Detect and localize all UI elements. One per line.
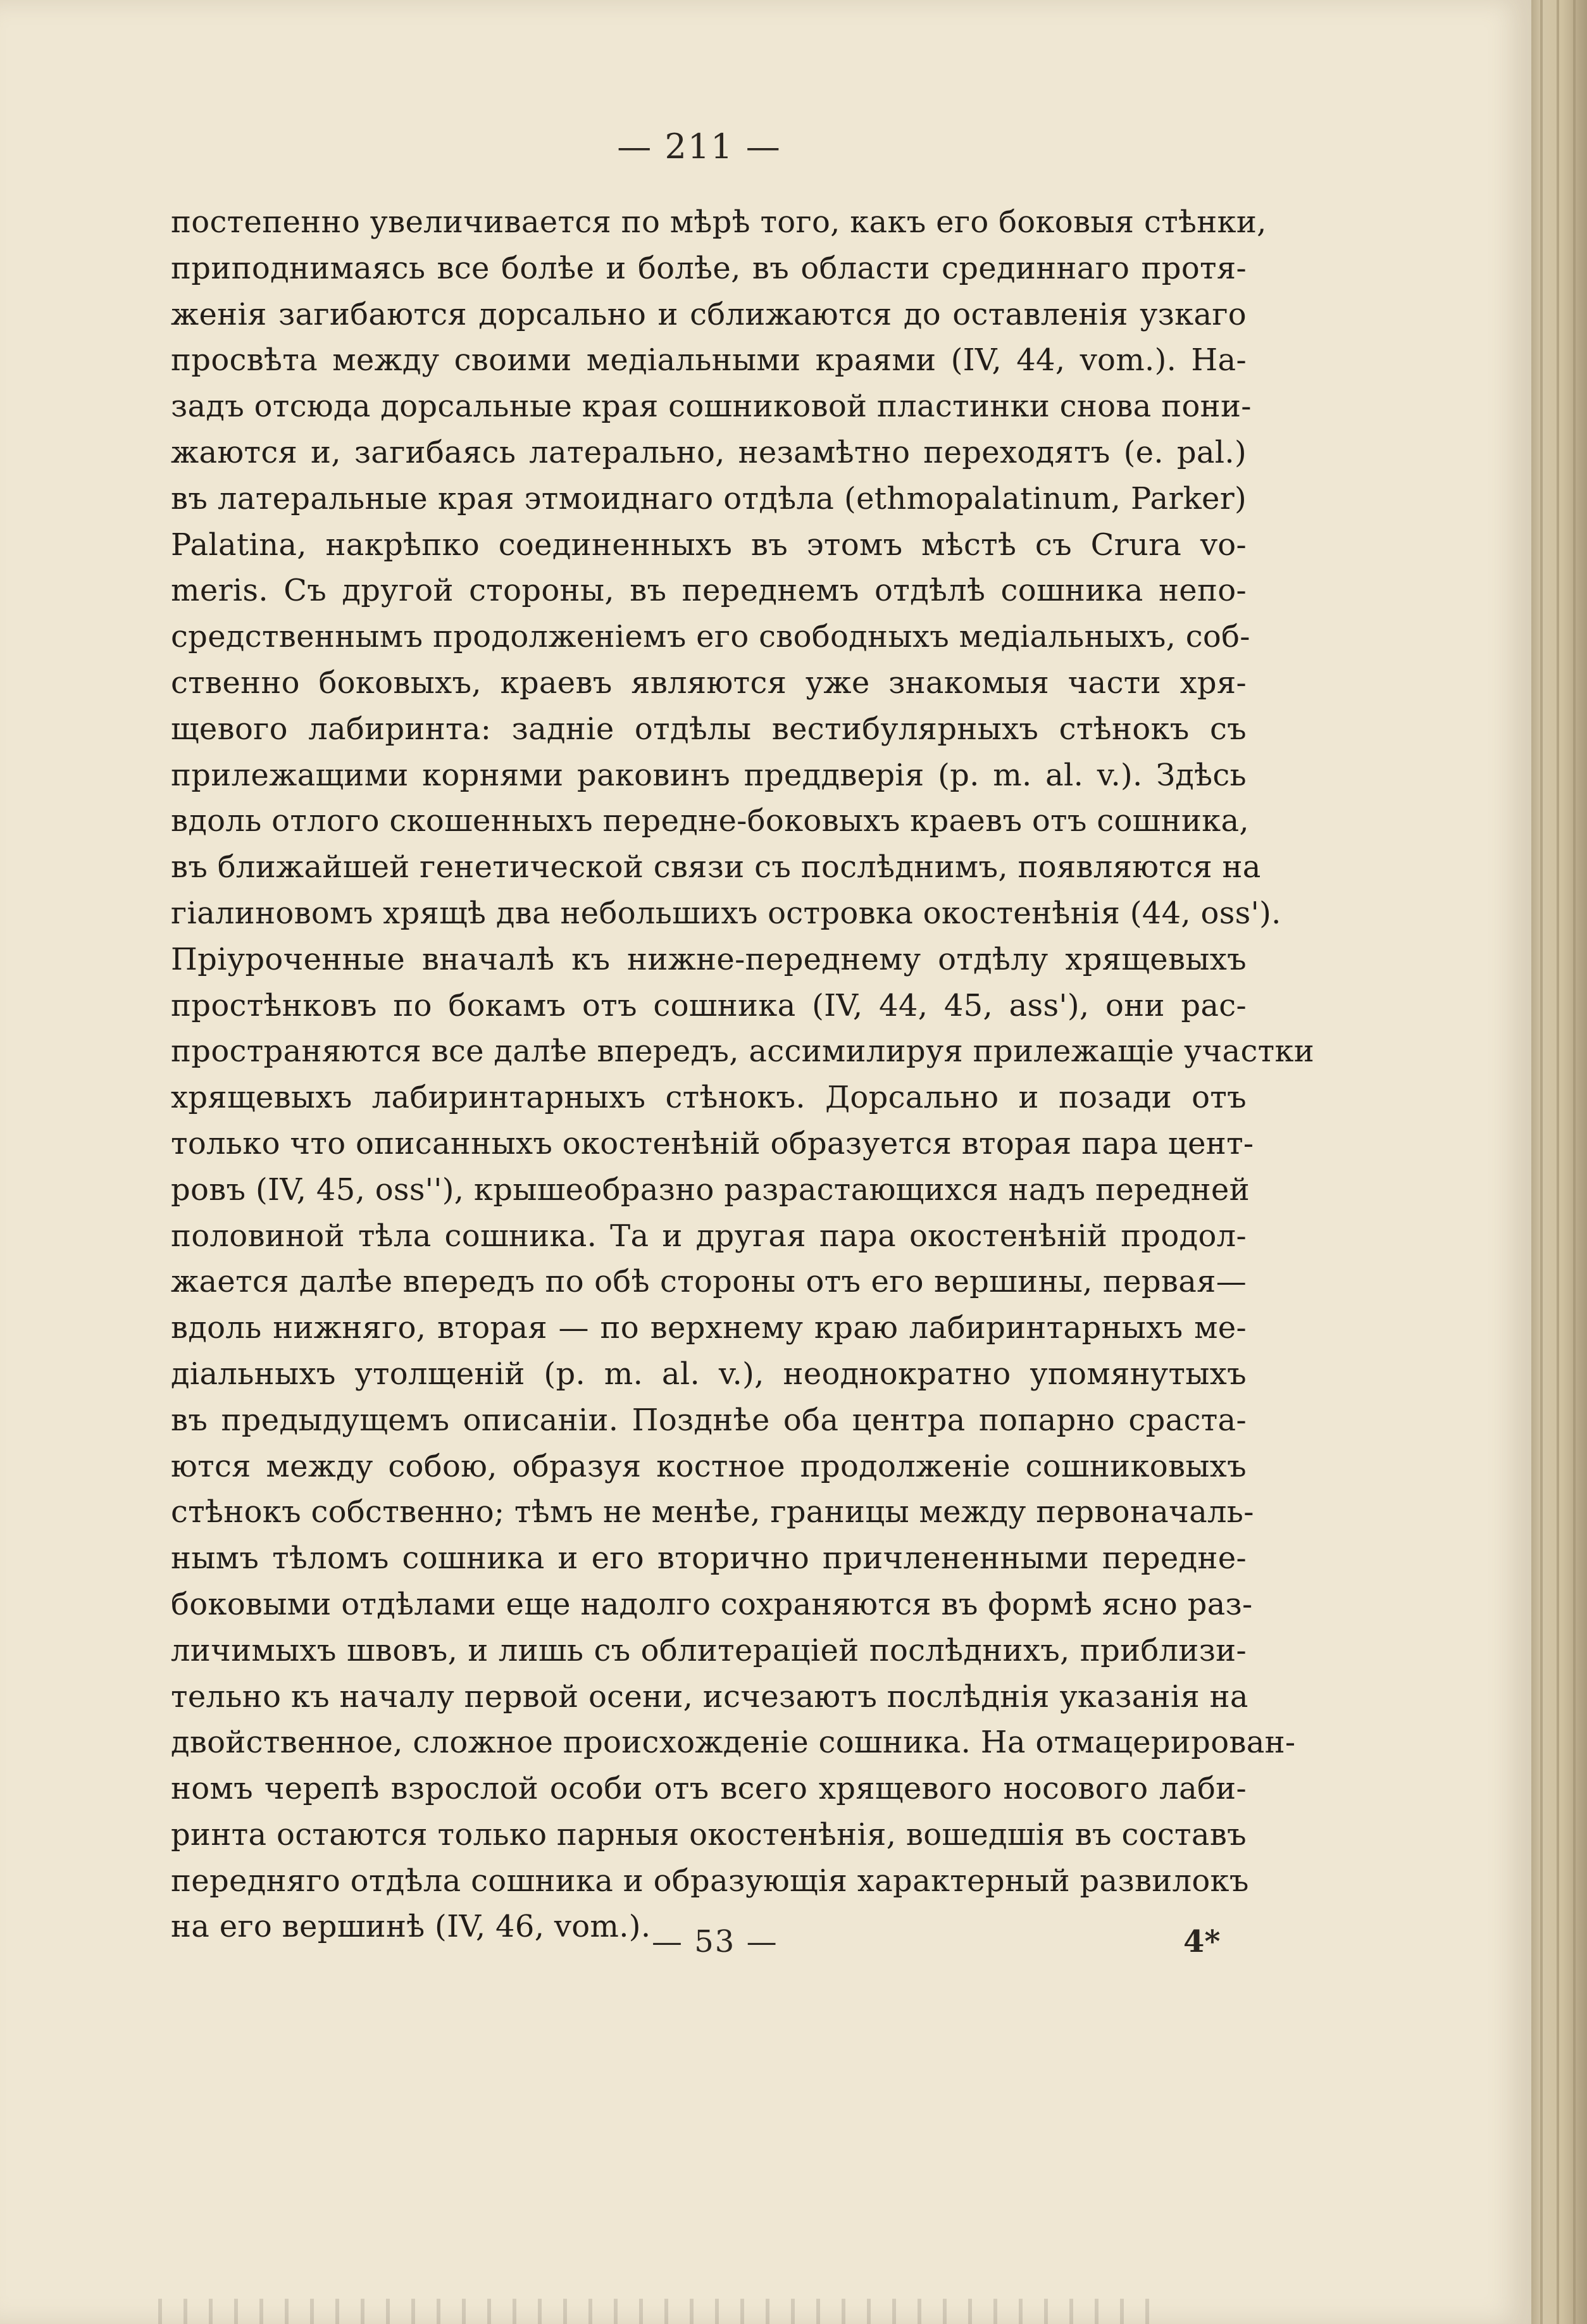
page-number: — 211 —: [617, 127, 781, 166]
text-line: номъ черепѣ взрослой особи отъ всего хрящевого носового лаби-: [171, 1771, 1247, 1807]
text-line: женія загибаются дорсально и сближаются до оставленія узкаго: [171, 296, 1247, 332]
text-line: гіалиновомъ хрящѣ два небольшихъ островка окостенѣнія (44, oss').: [171, 895, 1281, 931]
gathering-mark: 4*: [1183, 1924, 1221, 1959]
text-line: двойственное, сложное происхожденіе сошника. На отмацерирован-: [171, 1725, 1296, 1761]
text-line: ринта остаются только парныя окостенѣнія, вошедшія въ составъ: [171, 1816, 1247, 1852]
text-line: постепенно увеличивается по мѣрѣ того, какъ его боковыя стѣнки,: [171, 204, 1267, 240]
text-line: діальныхъ утолщеній (p. m. al. v.), неоднократно упомянутыхъ: [171, 1356, 1247, 1392]
text-line: только что описанныхъ окостенѣній образуется вторая пара цент-: [171, 1125, 1254, 1161]
text-line: приподнимаясь все болѣе и болѣе, въ области срединнаго протя-: [171, 250, 1247, 286]
text-line: стѣнокъ собственно; тѣмъ не менѣе, границы между первоначаль-: [171, 1494, 1254, 1530]
text-line: передняго отдѣла сошника и образующія характерный развилокъ: [171, 1863, 1249, 1899]
text-line: ственно боковыхъ, краевъ являются уже знакомыя части хря-: [171, 665, 1247, 701]
text-line-last: на его вершинѣ (IV, 46, vom.).: [171, 1909, 651, 1945]
signature-mark: — 53 —: [652, 1924, 778, 1959]
text-line: жается далѣе впередъ по обѣ стороны отъ его вершины, первая—: [171, 1264, 1247, 1300]
scan-artifact: [158, 2299, 1171, 2324]
text-line: вдоль нижняго, вторая — по верхнему краю лабиринтарныхъ ме-: [171, 1310, 1247, 1346]
page-edge-line: [1540, 0, 1543, 2324]
text-line: Palatina, накрѣпко соединенныхъ въ этомъ мѣстѣ съ Crura vo-: [171, 527, 1247, 563]
text-line: личимыхъ швовъ, и лишь съ облитераціей послѣднихъ, приблизи-: [171, 1632, 1247, 1668]
text-line: въ ближайшей генетической связи съ послѣднимъ, появляются на: [171, 849, 1261, 885]
text-line: боковыми отдѣлами еще надолго сохраняются въ формѣ ясно раз-: [171, 1586, 1253, 1622]
text-line: просвѣта между своими медіальными краями (IV, 44, vom.). На-: [171, 342, 1247, 378]
text-line: пространяются все далѣе впередъ, ассимилируя прилежащіе участки: [171, 1034, 1315, 1070]
page-edge-stack: [1531, 0, 1587, 2324]
text-line: въ латеральные края этмоиднаго отдѣла (ethmopalatinum, Parker): [171, 480, 1247, 516]
text-line: средственнымъ продолженіемъ его свободныхъ медіальныхъ, соб-: [171, 619, 1250, 655]
text-line: задъ отсюда дорсальные края сошниковой пластинки снова пони-: [171, 389, 1252, 425]
text-line: ются между собою, образуя костное продолженіе сошниковыхъ: [171, 1448, 1247, 1484]
text-line: прилежащими корнями раковинъ преддверія (p. m. al. v.). Здѣсь: [171, 757, 1247, 793]
text-line: хрящевыхъ лабиринтарныхъ стѣнокъ. Дорсально и позади отъ: [171, 1080, 1247, 1116]
text-line: въ предыдущемъ описаніи. Позднѣе оба центра попарно сраста-: [171, 1402, 1247, 1438]
body-text: [171, 199, 1315, 1950]
text-line: нымъ тѣломъ сошника и его вторично причлененными передне-: [171, 1540, 1247, 1577]
text-line: щевого лабиринта: задніе отдѣлы вестибулярныхъ стѣнокъ съ: [171, 711, 1247, 747]
text-line: meris. Съ другой стороны, въ переднемъ отдѣлѣ сошника непо-: [171, 573, 1247, 609]
text-line: простѣнковъ по бокамъ отъ сошника (IV, 44, 45, ass'), они рас-: [171, 987, 1247, 1023]
page-edge-line: [1573, 0, 1576, 2324]
text-line: Пріуроченные вначалѣ къ нижне-переднему отдѣлу хрящевыхъ: [171, 941, 1247, 977]
page-edge-line: [1557, 0, 1559, 2324]
text-line: вдоль отлого скошенныхъ передне-боковыхъ краевъ отъ сошника,: [171, 803, 1249, 839]
text-line: тельно къ началу первой осени, исчезаютъ послѣднія указанія на: [171, 1678, 1248, 1715]
text-line: половиной тѣла сошника. Та и другая пара окостенѣній продол-: [171, 1218, 1247, 1254]
text-line: ровъ (IV, 45, oss''), крышеобразно разрастающихся надъ передней: [171, 1171, 1250, 1208]
text-line: жаются и, загибаясь латерально, незамѣтно переходятъ (e. pal.): [171, 434, 1247, 470]
